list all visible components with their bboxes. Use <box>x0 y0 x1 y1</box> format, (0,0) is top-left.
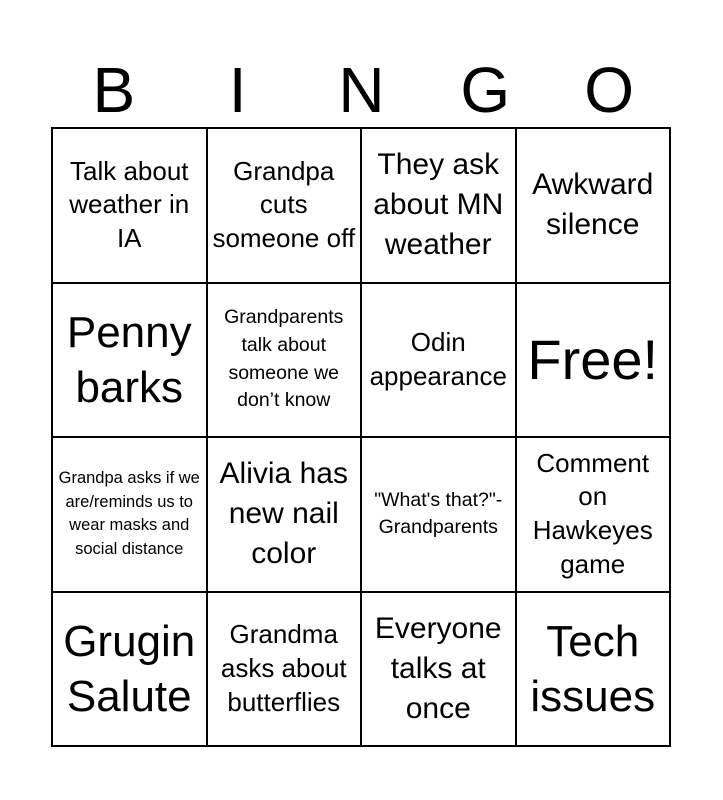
bingo-cell[interactable] <box>52 592 207 747</box>
bingo-cell[interactable] <box>207 592 362 747</box>
cell-text: Penny barks <box>66 307 192 412</box>
cell-text: Talk about weather in IA <box>69 155 190 254</box>
cell-text: Grandparents talk about someone we don’t know <box>224 306 344 412</box>
cell-text: Grandpa cuts someone off <box>212 155 356 254</box>
cell-text: Grandpa asks if we are/reminds us to wear masks and social distance <box>58 469 200 558</box>
cell-text: Alivia has new nail color <box>219 457 348 571</box>
bingo-cell[interactable] <box>207 283 362 438</box>
bingo-cell[interactable] <box>361 592 516 747</box>
bingo-cell[interactable] <box>52 128 207 283</box>
cell-text: Everyone talks at once <box>374 611 502 725</box>
header-letter-b: B <box>92 54 136 126</box>
cell-text: Grandma asks about butterflies <box>220 619 347 717</box>
bingo-cell[interactable] <box>516 437 671 592</box>
bingo-header <box>52 52 671 128</box>
bingo-cell[interactable] <box>361 437 516 592</box>
cell-text: Awkward silence <box>532 168 654 242</box>
bingo-board <box>51 127 671 747</box>
header-letter-o: O <box>584 54 634 126</box>
free-space-cell[interactable] <box>516 283 671 438</box>
cell-text: Free! <box>527 328 659 392</box>
cell-text: Comment on Hawkeyes game <box>532 447 653 580</box>
header-letter-n: N <box>338 54 385 126</box>
header-letter-g: G <box>460 54 511 126</box>
cell-text: Grugin Salute <box>63 616 196 721</box>
header-letter-i: I <box>228 54 247 126</box>
bingo-cell[interactable] <box>207 437 362 592</box>
bingo-cell[interactable] <box>516 592 671 747</box>
cell-text: Odin appearance <box>369 326 507 391</box>
bingo-cell[interactable] <box>207 128 362 283</box>
bingo-cell[interactable] <box>516 128 671 283</box>
bingo-cell[interactable] <box>361 128 516 283</box>
cell-text: Tech issues <box>530 616 656 721</box>
bingo-cell[interactable] <box>52 437 207 592</box>
bingo-cell[interactable] <box>52 283 207 438</box>
bingo-cell[interactable] <box>361 283 516 438</box>
cell-text: "What's that?"- Grandparents <box>374 488 503 539</box>
cell-text: They ask about MN weather <box>373 148 504 262</box>
